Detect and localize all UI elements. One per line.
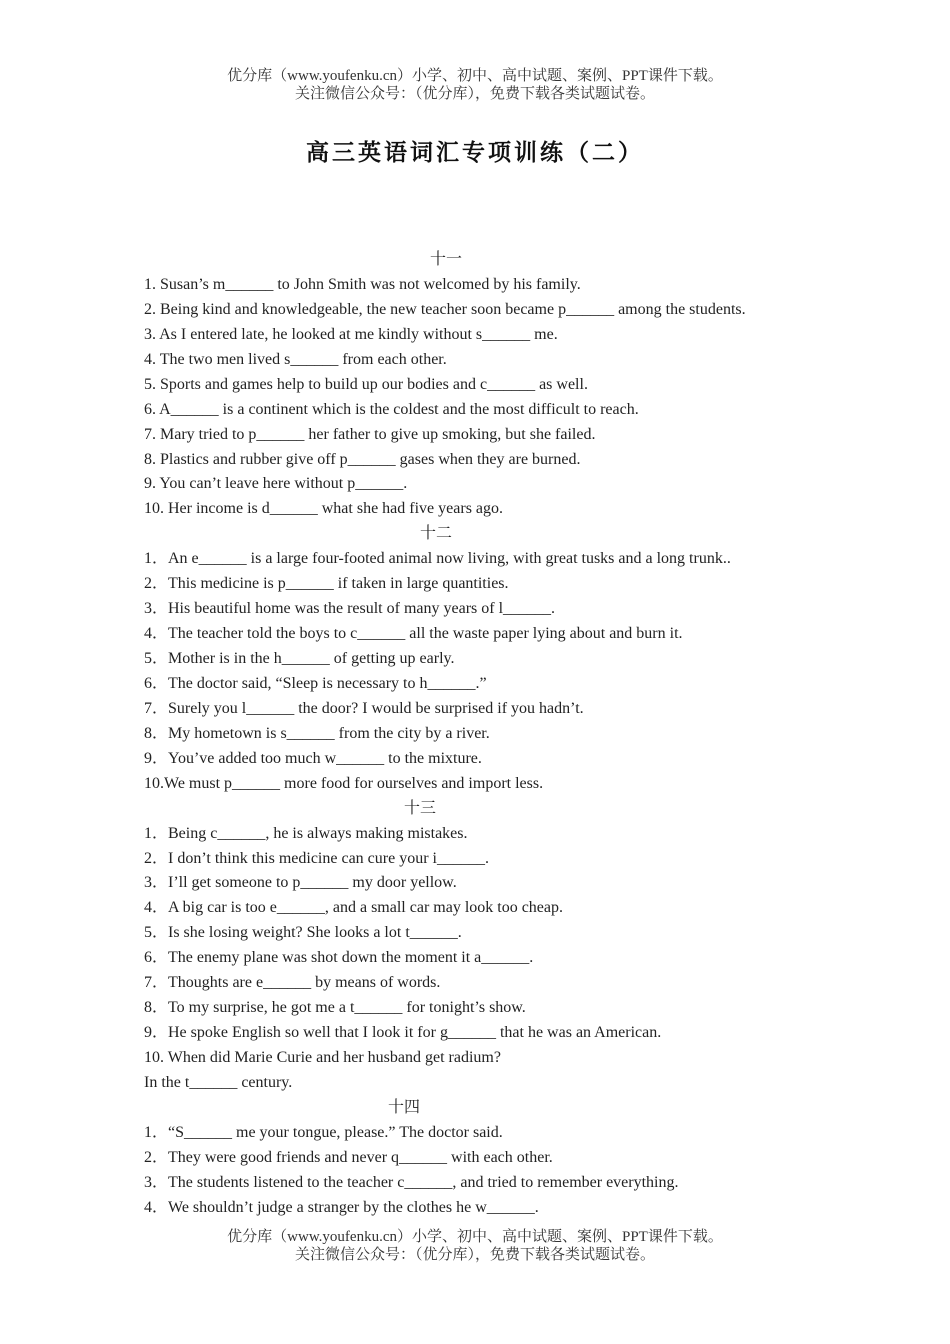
footer-line-1: 优分库（www.youfenku.cn）小学、初中、高中试题、案例、PPT课件下载。	[227, 1229, 723, 1245]
exercise-item: 10.We must p______ more food for ourselves and import less.	[144, 774, 544, 792]
exercise-item: 6．The enemy plane was shot down the moment it a______.	[144, 949, 534, 967]
page-header	[0, 67, 950, 103]
footer-line-2: 关注微信公众号：（优分库），免费下载各类试题试卷。	[294, 1247, 655, 1263]
exercise-item: 2．This medicine is p______ if taken in large quantities.	[144, 575, 509, 593]
header-line-1: 优分库（www.youfenku.cn）小学、初中、高中试题、案例、PPT课件下载。	[227, 68, 723, 84]
exercise-item: 6. A______ is a continent which is the coldest and the most difficult to reach.	[144, 400, 639, 418]
exercise-item: 5．Is she losing weight? She looks a lot t______.	[144, 924, 462, 942]
page-footer	[0, 1228, 950, 1264]
exercise-item: 1．Being c______, he is always making mistakes.	[144, 824, 468, 842]
exercise-item: 6．The doctor said, “Sleep is necessary to h______.”	[144, 674, 487, 692]
exercise-item: 7. Mary tried to p______ her father to give up smoking, but she failed.	[144, 425, 596, 443]
exercise-item: 8．To my surprise, he got me a t______ for tonight’s show.	[144, 999, 526, 1017]
exercise-item: 4．A big car is too e______, and a small car may look too cheap.	[144, 899, 564, 917]
exercise-item: 9．You’ve added too much w______ to the mixture.	[144, 749, 482, 767]
exercise-item: 3. As I entered late, he looked at me kindly without s______ me.	[144, 325, 558, 343]
section-heading: 十一	[430, 251, 463, 268]
exercise-item: 2．They were good friends and never q______ with each other.	[144, 1148, 553, 1166]
exercise-item: 8．My hometown is s______ from the city by a river.	[144, 724, 490, 742]
section-heading: 十四	[388, 1098, 421, 1116]
exercise-item: 1. Susan’s m______ to John Smith was not welcomed by his family.	[144, 275, 581, 293]
exercise-item: 5．Mother is in the h______ of getting up early.	[144, 650, 455, 667]
exercise-item: 4. The two men lived s______ from each other.	[144, 350, 447, 368]
document-title: 高三英语词汇专项训练（二）	[306, 139, 644, 166]
exercise-item: 10. When did Marie Curie and her husband get radium?	[144, 1049, 501, 1066]
exercise-item: 1．“S______ me your tongue, please.” The doctor said.	[144, 1123, 503, 1141]
exercise-item: 2．I don’t think this medicine can cure your i______.	[144, 849, 489, 867]
exercise-item: 2. Being kind and knowledgeable, the new teacher soon became p______ among the students.	[144, 300, 746, 318]
section-heading: 十二	[420, 525, 453, 543]
exercise-item: 4．We shouldn’t judge a stranger by the clothes he w______.	[144, 1198, 539, 1216]
exercise-item: 7．Thoughts are e______ by means of words.	[144, 974, 441, 992]
exercise-item: 3．The students listened to the teacher c______, and tried to remember everything.	[144, 1173, 679, 1191]
exercise-item: 1．An e______ is a large four-footed animal now living, with great tusks and a long trunk..	[144, 550, 731, 568]
exercise-item: 9．He spoke English so well that I look it for g______ that he was an American.	[144, 1024, 662, 1042]
exercise-item: In the t______ century.	[144, 1073, 293, 1091]
exercise-item: 5. Sports and games help to build up our bodies and c______ as well.	[144, 375, 588, 393]
exercise-item: 8. Plastics and rubber give off p______ gases when they are burned.	[144, 450, 581, 468]
exercise-item: 3．His beautiful home was the result of many years of l______.	[144, 600, 556, 618]
exercise-content	[144, 248, 864, 1221]
exercise-item: 7．Surely you l______ the door? I would be surprised if you hadn’t.	[144, 699, 584, 717]
exercise-item: 9. You can’t leave here without p______.	[144, 475, 408, 493]
exercise-item: 3．I’ll get someone to p______ my door yellow.	[144, 874, 457, 892]
exercise-item: 4．The teacher told the boys to c______ all the waste paper lying about and burn it.	[144, 625, 683, 643]
section-heading: 十三	[404, 799, 437, 817]
exercise-item: 10. Her income is d______ what she had five years ago.	[144, 500, 504, 518]
header-line-2: 关注微信公众号：（优分库），免费下载各类试题试卷。	[294, 86, 655, 102]
